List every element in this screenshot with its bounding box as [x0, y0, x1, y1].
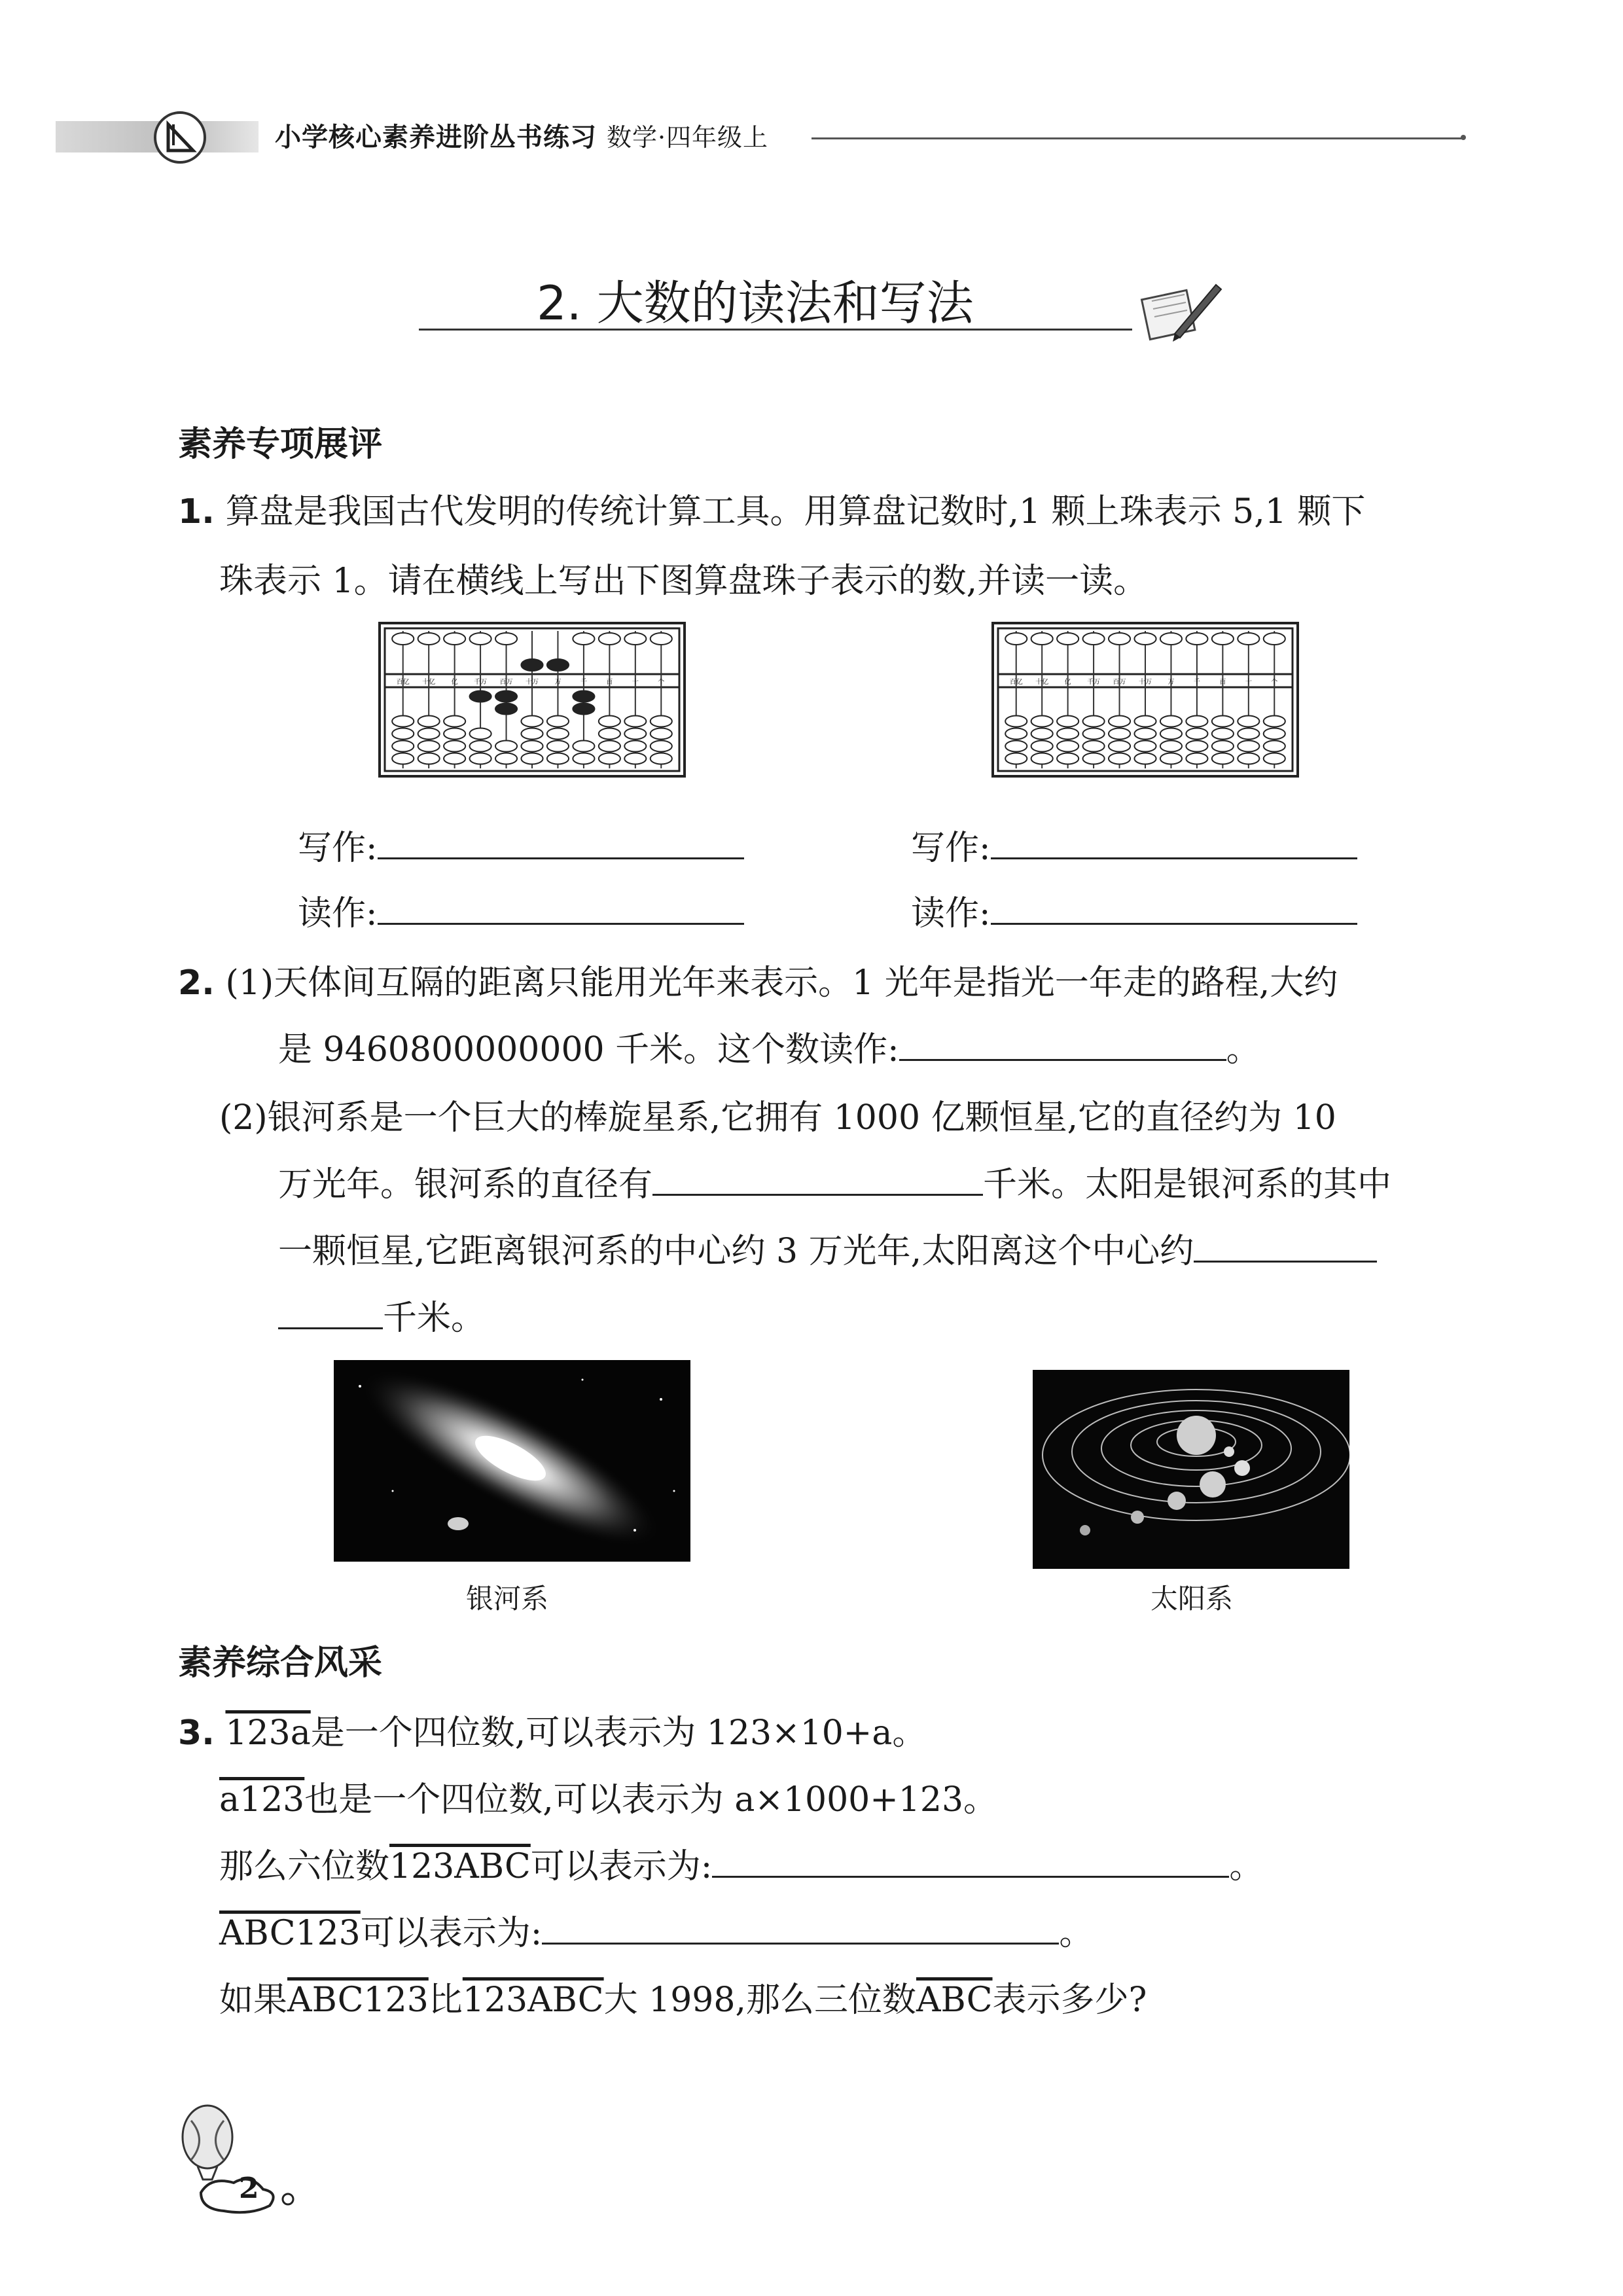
abacus-place-label: 百万	[1113, 679, 1126, 686]
abacus-lower-bead	[1134, 728, 1156, 740]
abacus-lower-bead	[651, 728, 672, 740]
abacus-lower-bead	[1057, 741, 1079, 752]
abacus-place-label: 百亿	[1009, 679, 1023, 686]
book-logo-icon	[147, 110, 213, 165]
header-rule	[812, 137, 1463, 139]
abacus-lower-bead	[1238, 716, 1259, 727]
abacus-place-label: 亿	[451, 679, 458, 686]
abacus-lower-bead	[1109, 753, 1130, 764]
abacus-place-label: 百	[606, 679, 613, 686]
write-label: 写作:	[911, 829, 991, 868]
write-label: 写作:	[298, 829, 378, 868]
abacus-lower-bead	[1186, 728, 1207, 740]
abacus-lower-bead	[1031, 741, 1053, 752]
galaxy-photo	[334, 1360, 690, 1562]
read-label: 读作:	[911, 894, 991, 933]
question-2-part1-line1: (1)天体间互隔的距离只能用光年来表示。1 光年是指光一年走的路程,大约	[225, 963, 1338, 1003]
abacus-upper-bead	[624, 633, 646, 645]
read-label: 读作:	[298, 894, 378, 933]
answer-blank[interactable]	[991, 857, 1357, 859]
abacus-lower-bead	[1264, 741, 1285, 752]
overline-number: ABC123	[219, 1914, 361, 1953]
abacus-lower-bead	[1212, 728, 1234, 740]
abacus-upper-bead	[651, 633, 672, 645]
abacus-lower-bead	[418, 741, 440, 752]
abacus-lower-bead	[1186, 741, 1207, 752]
answer-read-right	[911, 880, 1357, 948]
abacus-right	[991, 622, 1299, 778]
abacus-lower-bead	[624, 728, 646, 740]
abacus-lower-bead	[392, 716, 414, 727]
abacus-lower-bead	[1160, 716, 1182, 727]
abacus-lower-bead	[1005, 741, 1027, 752]
abacus-lower-bead	[521, 728, 543, 740]
abacus-upper-bead	[1160, 633, 1182, 645]
question-1-line1: 算盘是我国古代发明的传统计算工具。用算盘记数时,1 颗上珠表示 5,1 颗下	[225, 492, 1366, 531]
abacus-lower-bead	[1005, 716, 1027, 727]
abacus-place-label: 十	[1245, 679, 1252, 686]
abacus-lower-bead	[1057, 753, 1079, 764]
abacus-lower-bead	[444, 753, 465, 764]
question-3-line4: ABC123可以表示为: 。	[219, 1914, 1094, 1953]
abacus-upper-bead	[521, 659, 543, 671]
question-3-line2: a123也是一个四位数,可以表示为 a×1000+123。	[219, 1780, 998, 1820]
abacus-lower-bead	[547, 741, 569, 752]
overline-number: 123ABC	[462, 1981, 604, 2020]
abacus-left	[378, 622, 686, 778]
abacus-lower-bead	[444, 741, 465, 752]
abacus-lower-bead	[1212, 753, 1234, 764]
abacus-lower-bead	[392, 753, 414, 764]
question-number: 2.	[178, 963, 215, 1003]
abacus-lower-bead	[599, 753, 620, 764]
abacus-lower-bead	[1212, 716, 1234, 727]
abacus-place-label: 百	[1219, 679, 1226, 686]
abacus-lower-bead	[1186, 716, 1207, 727]
abacus-lower-bead	[1083, 716, 1105, 727]
abacus-lower-bead	[521, 741, 543, 752]
solar-system-image	[1033, 1370, 1349, 1569]
abacus-lower-bead	[495, 691, 517, 702]
abacus-upper-bead	[1238, 633, 1259, 645]
abacus-place-label: 万	[1168, 679, 1175, 686]
page-number: 2	[239, 2172, 259, 2205]
abacus-place-label: 百亿	[396, 679, 410, 686]
abacus-lower-bead	[599, 741, 620, 752]
abacus-upper-bead	[495, 633, 517, 645]
answer-write-right	[911, 814, 1357, 882]
abacus-lower-bead	[1005, 753, 1027, 764]
abacus-place-label: 个	[1271, 679, 1278, 686]
abacus-place-label: 千	[1193, 679, 1200, 686]
abacus-lower-bead	[1238, 741, 1259, 752]
abacus-lower-bead	[1186, 753, 1207, 764]
abacus-lower-bead	[1109, 741, 1130, 752]
abacus-lower-bead	[418, 728, 440, 740]
abacus-lower-bead	[470, 728, 491, 740]
abacus-lower-bead	[495, 741, 517, 752]
abacus-lower-bead	[547, 753, 569, 764]
abacus-upper-bead	[1031, 633, 1053, 645]
question-3-line5: 如果ABC123比123ABC大 1998,那么三位数$\overline{ABC}$表示多少?	[219, 1981, 1147, 2020]
abacus-lower-bead	[521, 716, 543, 727]
abacus-lower-bead	[573, 704, 594, 715]
abacus-lower-bead	[651, 741, 672, 752]
section-title-2: 素养综合风采	[178, 1643, 383, 1683]
abacus-lower-bead	[624, 753, 646, 764]
abacus-lower-bead	[599, 716, 620, 727]
abacus-lower-bead	[1005, 728, 1027, 740]
abacus-lower-bead	[1264, 728, 1285, 740]
abacus-place-label: 十万	[1139, 679, 1152, 686]
answer-blank[interactable]	[712, 1875, 1229, 1878]
abacus-place-label: 亿	[1064, 679, 1071, 686]
abacus-lower-bead	[1083, 753, 1105, 764]
caption-solar-system: 太阳系	[1150, 1583, 1234, 1615]
header-rule-dot	[1461, 135, 1466, 140]
abacus-lower-bead	[1031, 728, 1053, 740]
abacus-lower-bead	[1057, 716, 1079, 727]
abacus-upper-bead	[573, 633, 594, 645]
abacus-lower-bead	[495, 753, 517, 764]
abacus-place-label: 十	[632, 679, 639, 686]
answer-blank[interactable]	[378, 857, 744, 859]
question-2-part2-line4: 千米。	[278, 1284, 485, 1352]
abacus-place-label: 万	[554, 679, 562, 686]
abacus-lower-bead	[624, 741, 646, 752]
question-2-part2-line2: 万光年。银河系的直径有 千米。太阳是银河系的其中	[278, 1165, 1392, 1204]
abacus-place-label: 千	[580, 679, 587, 686]
question-number: 1.	[178, 492, 215, 531]
abacus-lower-bead	[1160, 741, 1182, 752]
abacus-lower-bead	[1264, 753, 1285, 764]
abacus-upper-bead	[1083, 633, 1105, 645]
abacus-upper-bead	[1109, 633, 1130, 645]
abacus-lower-bead	[1264, 716, 1285, 727]
abacus-lower-bead	[418, 716, 440, 727]
abacus-lower-bead	[470, 691, 491, 702]
abacus-lower-bead	[573, 741, 594, 752]
abacus-lower-bead	[444, 716, 465, 727]
abacus-lower-bead	[1160, 728, 1182, 740]
abacus-lower-bead	[495, 704, 517, 715]
abacus-lower-bead	[470, 753, 491, 764]
abacus-lower-bead	[470, 741, 491, 752]
answer-blank[interactable]	[991, 922, 1357, 925]
abacus-upper-bead	[1005, 633, 1027, 645]
abacus-upper-bead	[599, 633, 620, 645]
question-1	[178, 478, 1474, 546]
abacus-upper-bead	[1212, 633, 1234, 645]
abacus-lower-bead	[1238, 728, 1259, 740]
abacus-lower-bead	[392, 728, 414, 740]
lesson-title-rule	[419, 329, 1132, 331]
abacus-upper-bead	[1057, 633, 1079, 645]
question-2-part1-line2: 是 9460800000000 千米。这个数读作: 。	[278, 1030, 1260, 1069]
abacus-lower-bead	[1031, 716, 1053, 727]
abacus-place-label: 十亿	[1035, 679, 1049, 686]
abacus-lower-bead	[1109, 716, 1130, 727]
abacus-place-label: 十万	[526, 679, 539, 686]
question-1-line2: 珠表示 1。请在横线上写出下图算盘珠子表示的数,并读一读。	[219, 562, 1148, 601]
abacus-lower-bead	[573, 753, 594, 764]
abacus-lower-bead	[1134, 741, 1156, 752]
abacus-lower-bead	[1083, 728, 1105, 740]
abacus-lower-bead	[1160, 753, 1182, 764]
abacus-lower-bead	[1057, 728, 1079, 740]
abacus-lower-bead	[1134, 753, 1156, 764]
abacus-lower-bead	[547, 716, 569, 727]
abacus-lower-bead	[651, 753, 672, 764]
abacus-lower-bead	[651, 716, 672, 727]
question-number: 3.	[178, 1713, 215, 1753]
overline-number: 123a	[225, 1713, 311, 1753]
abacus-lower-bead	[1031, 753, 1053, 764]
abacus-lower-bead	[1109, 728, 1130, 740]
answer-read-left	[298, 880, 744, 948]
overline-number: ABC123	[287, 1981, 429, 2020]
abacus-upper-bead	[444, 633, 465, 645]
abacus-upper-bead	[1264, 633, 1285, 645]
lesson-title: 2. 大数的读法和写法	[537, 276, 974, 331]
question-3-line3: 那么六位数123ABC可以表示为: 。	[219, 1847, 1264, 1886]
abacus-upper-bead	[547, 659, 569, 671]
answer-blank[interactable]	[1194, 1260, 1377, 1263]
question-3-line1: 3. 123a是一个四位数,可以表示为 123×10+a。	[178, 1713, 927, 1753]
question-2-part2-line3: 一颗恒星,它距离银河系的中心约 3 万光年,太阳离这个中心约	[278, 1217, 1476, 1285]
abacus-lower-bead	[1083, 741, 1105, 752]
question-2-part2-line1: (2)银河系是一个巨大的棒旋星系,它拥有 1000 亿颗恒星,它的直径约为 10	[219, 1098, 1336, 1138]
abacus-lower-bead	[444, 728, 465, 740]
abacus-place-label: 百万	[499, 679, 513, 686]
caption-galaxy: 银河系	[466, 1583, 549, 1615]
answer-blank[interactable]	[652, 1193, 983, 1196]
abacus-place-label: 千万	[1087, 679, 1101, 686]
abacus-upper-bead	[418, 633, 440, 645]
abacus-upper-bead	[1186, 633, 1207, 645]
abacus-lower-bead	[1238, 753, 1259, 764]
question-2	[178, 949, 1474, 1017]
abacus-lower-bead	[547, 728, 569, 740]
section-title-1: 素养专项展评	[178, 425, 383, 464]
abacus-lower-bead	[1212, 741, 1234, 752]
abacus-lower-bead	[599, 728, 620, 740]
galaxy-image	[334, 1360, 690, 1562]
abacus-place-label: 千万	[474, 679, 488, 686]
notebook-pen-icon	[1139, 275, 1224, 347]
solar-system-photo	[1033, 1370, 1349, 1569]
answer-blank[interactable]	[899, 1058, 1226, 1061]
answer-blank[interactable]	[542, 1942, 1059, 1945]
overline-number: a123	[219, 1780, 305, 1820]
abacus-lower-bead	[1134, 716, 1156, 727]
answer-blank[interactable]	[278, 1327, 383, 1329]
abacus-lower-bead	[573, 691, 594, 702]
overline-number: 123ABC	[389, 1847, 531, 1886]
abacus-place-label: 十亿	[422, 679, 436, 686]
abacus-lower-bead	[521, 753, 543, 764]
abacus-upper-bead	[1134, 633, 1156, 645]
abacus-lower-bead	[418, 753, 440, 764]
overline-number: $\overline{ABC}$	[916, 1981, 993, 2020]
abacus-upper-bead	[392, 633, 414, 645]
answer-write-left	[298, 814, 744, 882]
abacus-upper-bead	[470, 633, 491, 645]
subject-grade: 数学·四年级上	[606, 123, 769, 152]
answer-blank[interactable]	[378, 922, 744, 925]
abacus-lower-bead	[624, 716, 646, 727]
abacus-place-label: 个	[658, 679, 665, 686]
series-title: 小学核心素养进阶丛书练习 数学·四年级上	[275, 122, 769, 152]
abacus-lower-bead	[392, 741, 414, 752]
